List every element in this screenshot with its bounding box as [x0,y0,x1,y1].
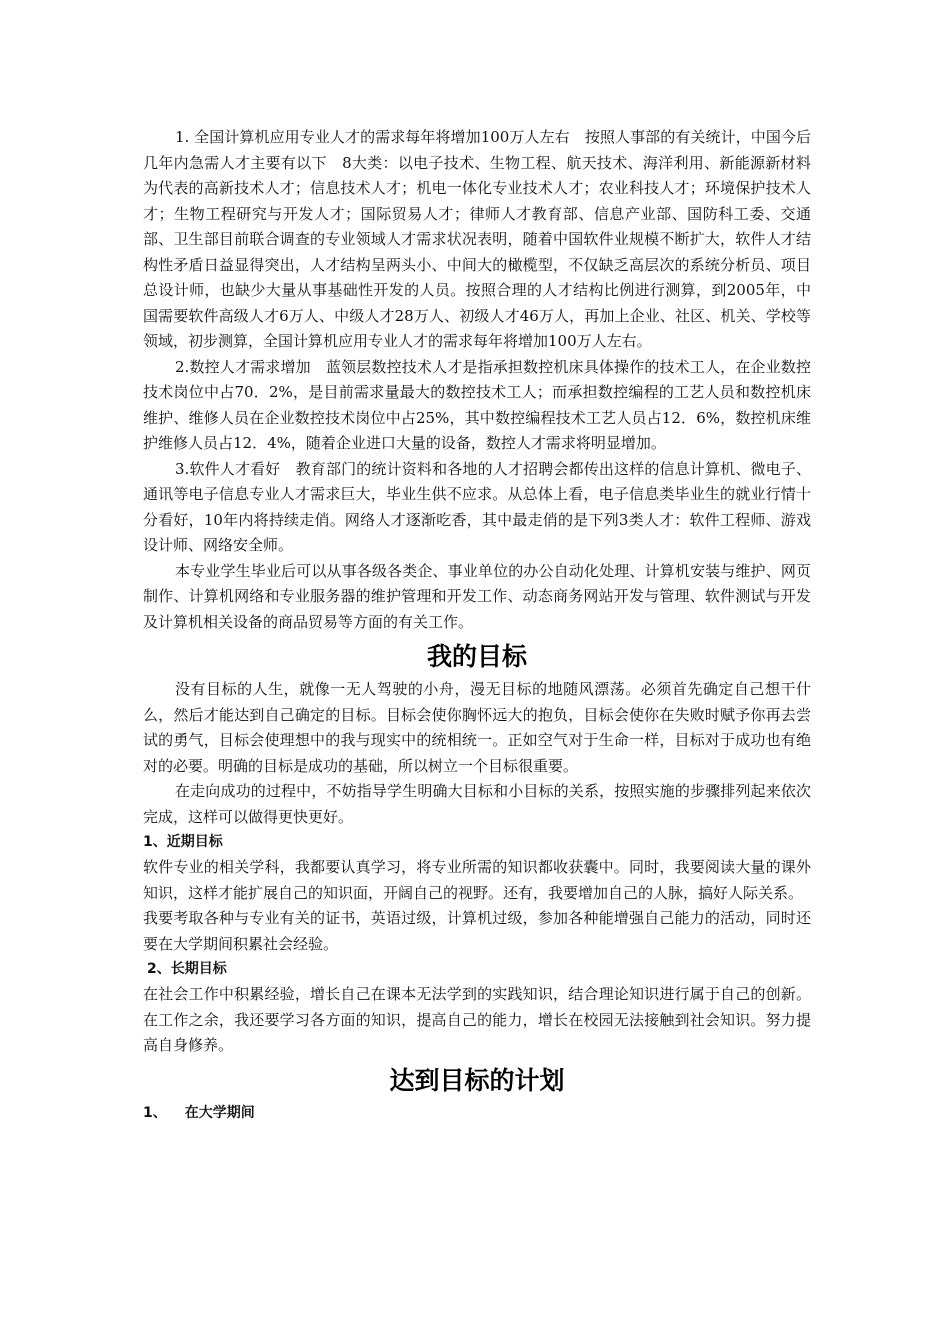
plan-item-number: 1、 [143,1104,167,1121]
plan-item-label: 在大学期间 [184,1104,255,1121]
paragraph-short-term-certificates: 我要考取各种与专业有关的证书，英语过级，计算机过级，参加各种能增强自己能力的活动，同时还要在大学期间积累社会经验。 [143,909,811,953]
paragraph-goals-approach: 在走向成功的过程中，不妨指导学生明确大目标和小目标的关系，按照实施的步骤排列起来依次完成，这样可以做得更快更好。 [143,782,811,826]
subheading-short-term-goals: 1、近期目标 [143,834,223,850]
paragraph-long-term: 在社会工作中积累经验，增长自己在课本无法学到的实践知识，结合理论知识进行属于自己的创新。在工作之余，我还要学习各方面的知识，提高自己的能力，增长在校园无法接触到社会知识。努力提高自身修养。 [143,985,811,1054]
paragraph-goals-intro: 没有目标的人生，就像一无人驾驶的小舟，漫无目标的地随风漂荡。必须首先确定自己想干什么，然后才能达到自己确定的目标。目标会使你胸怀远大的抱负，目标会使你在失败时赋予你再去尝试的勇气，目标会使理想中的我与现实中的统相统一。正如空气对于生命一样，目标对于成功也有绝对的必要。明确的目标是成功的基础，所以树立一个目标很重要。 [143,680,811,775]
plan-item-university [143,1101,811,1126]
heading-goal-plan: 达到目标的计划 [389,1065,565,1095]
paragraph-short-term-study: 软件专业的相关学科，我都要认真学习，将专业所需的知识都收获囊中。同时，我要阅读大量的课外知识，这样才能扩展自己的知识面，开阔自己的视野。还有，我要增加自己的人脉，搞好人际关系。 [143,858,811,902]
subheading-long-term-goals: 2、长期目标 [147,961,227,977]
paragraph-demand-cnc: 2.数控人才需求增加 蓝领层数控技术人才是指承担数控机床具体操作的技术工人，在企业数控技术岗位中占70．2%，是目前需求量最大的数控技术工人；而承担数控编程的工艺人员和数控机床维护、维修人员在企业数控技术岗位中占25%，其中数控编程技术工艺人员占12．6%，数控机床维护维修人员占12．4%，随着企业进口大量的设备，数控人才需求将明显增加。 [143,357,811,452]
paragraph-career-scope: 本专业学生毕业后可以从事各级各类企、事业单位的办公自动化处理、计算机安装与维护、网页制作、计算机网络和专业服务器的维护管理和开发工作、动态商务网站开发与管理、软件测试与开发及计算机相关设备的商品贸易等方面的有关工作。 [143,561,811,631]
paragraph-demand-software: 3.软件人才看好 教育部门的统计资料和各地的人才招聘会都传出这样的信息计算机、微电子、通讯等电子信息专业人才需求巨大，毕业生供不应求。从总体上看，电子信息类毕业生的就业行情十分看好，10年内将持续走俏。网络人才逐渐吃香，其中最走俏的是下列3类人才：软件工程师、游戏设计师、网络安全师。 [143,459,811,554]
paragraph-demand-computer: 1. 全国计算机应用专业人才的需求每年将增加100万人左右 按照人事部的有关统计，中国今后几年内急需人才主要有以下 8大类：以电子技术、生物工程、航天技术、海洋利用、新能源新材料为代表的高新技术人才；信息技术人才；机电一体化专业技术人才；农业科技人才；环境保护技术人才；生物工程研究与开发人才；国际贸易人才；律师人才教育部、信息产业部、国防科工委、交通部、卫生部目前联合调查的专业领域人才需求状况表明，随着中国软件业规模不断扩大，软件人才结构性矛盾日益显得突出，人才结构呈两头小、中间大的橄榄型，不仅缺乏高层次的系统分析员、项目总设计师，也缺少大量从事基础性开发的人员。按照合理的人才结构比例进行测算，到2005年，中国需要软件高级人才6万人、中级人才28万人、初级人才46万人，再加上企业、社区、机关、学校等领域，初步测算，全国计算机应用专业人才的需求每年将增加100万人左右。 [143,128,811,350]
document-body [143,125,811,1126]
heading-my-goals: 我的目标 [426,642,527,671]
